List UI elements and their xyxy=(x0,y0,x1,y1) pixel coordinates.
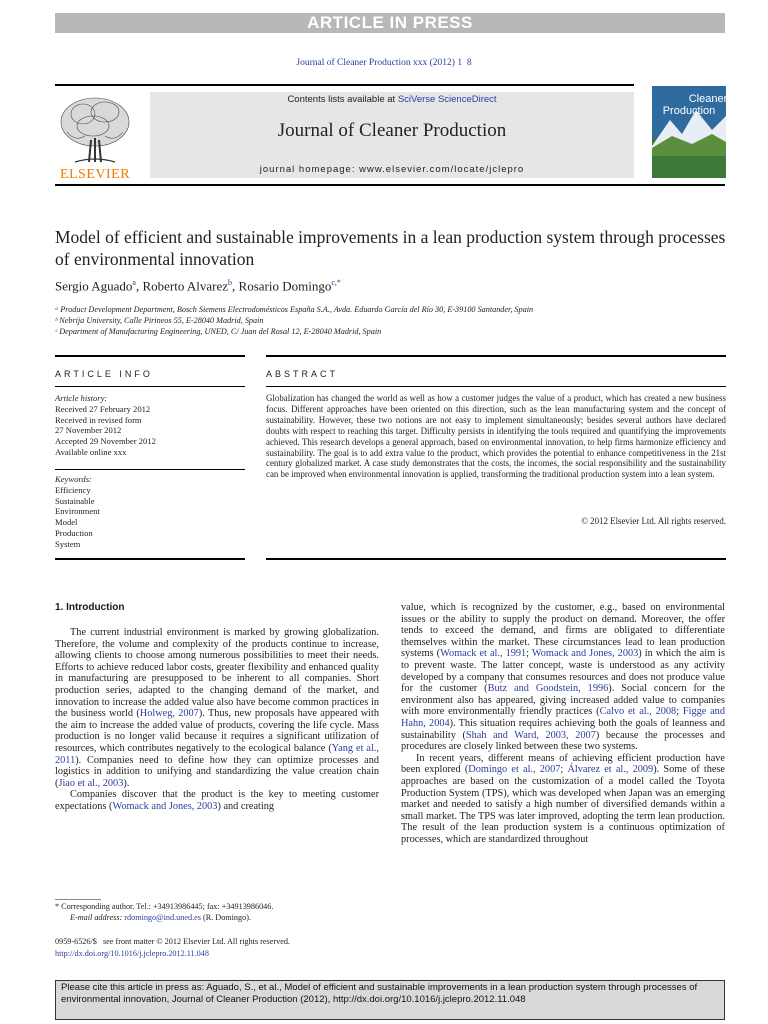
citation-link[interactable]: Womack and Jones, 2003 xyxy=(112,800,218,812)
journal-cover-image xyxy=(652,86,726,178)
citation-link[interactable]: Figge and Hahn, 2004 xyxy=(401,706,725,729)
affiliation-marker[interactable]: c,* xyxy=(331,278,341,287)
svg-text:Cleaner: Cleaner xyxy=(688,93,726,105)
affiliation: ᵃ Product Development Department, Bosch Siemens Electrodomésticos España S.A., Avda. Eduardo García del Río 30, E-39100 Santander, Spain xyxy=(55,305,534,314)
section-rule xyxy=(55,386,245,387)
header-bottom-rule xyxy=(55,184,725,186)
doi-link[interactable]: http://dx.doi.org/10.1016/j.jclepro.2012.11.048 xyxy=(55,949,209,958)
elsevier-tree-icon xyxy=(55,92,135,180)
section-rule xyxy=(266,355,726,357)
journal-title: Journal of Cleaner Production xyxy=(277,120,507,141)
body-column-right xyxy=(401,602,725,845)
section-rule xyxy=(266,386,726,387)
citation-link[interactable]: Álvarez et al., 2009 xyxy=(567,764,654,776)
citation-link[interactable]: Calvo et al., 2008 xyxy=(599,706,677,718)
abstract-copyright: © 2012 Elsevier Ltd. All rights reserved. xyxy=(581,516,726,526)
history-item: Received in revised form xyxy=(55,414,142,425)
section-rule xyxy=(55,469,245,470)
affiliation-marker[interactable]: b xyxy=(228,278,233,287)
contents-available-line: Contents lists available at SciVerse ScienceDirect xyxy=(287,94,497,105)
affiliation: ᵇ Nebrija University, Calle Pirineos 55, E-28040 Madrid, Spain xyxy=(55,316,264,325)
keyword: Sustainable xyxy=(55,495,95,506)
keyword: Model xyxy=(55,517,78,528)
corresponding-author-note: * Corresponding author. Tel.: +34913986445; fax: +34913986046. xyxy=(55,902,274,911)
citation-link[interactable]: Yang et al., 2011 xyxy=(55,742,380,766)
author-name: Sergio Aguado xyxy=(55,278,133,294)
abstract-text: Globalization has changed the world as well as how a customer judges the value of a product, which has created a new business focus. Different approaches have been oriented on this direction, such as the lean manufacturing system and the concept of sustainability. However, these two notions are not easy to implement simultaneously; besides several authors have declared doubts with respect to reaching this target. Difficulty persists in identifying the tools required and quantifying the improvements achieved. This research develops a general approach, based on environmental innovation, to help firms harmonize efficiency and sustainability. The goal is to add extra value to the product, which provides the potential to enhance competitiveness in the 21st century globalized market. A case study demonstrates that the costs, the incomes, the social responsibility and the sustainability can be improved when environmental innovation is applied, transforming the traditional production system into a lean system. xyxy=(266,393,726,480)
history-item: Received 27 February 2012 xyxy=(55,403,151,414)
paragraph: Companies discover that the product is the key to meeting customer expectations (Womack and Jones, 2003) and creating xyxy=(55,789,379,812)
svg-text:Production: Production xyxy=(662,105,716,117)
author-list: Sergio Aguado$^a$, Roberto Alvarez$^b$, Rosario Domingo$^{c,*}$ xyxy=(55,278,341,294)
keyword: Efficiency xyxy=(55,484,91,495)
article-title: Model of efficient and sustainable improvements in a lean production system through processes of environmental innovation xyxy=(55,227,726,269)
keywords-label: Keywords: xyxy=(55,474,92,484)
citation-link[interactable]: Womack et al., 1991 xyxy=(440,648,527,660)
footnote-rule xyxy=(55,899,101,900)
abstract-heading: ABSTRACT xyxy=(266,369,339,379)
citation-link[interactable]: Holweg, 2007 xyxy=(139,708,199,720)
citation-link[interactable]: Butz and Goodstein, 1996 xyxy=(487,683,609,695)
history-item: Accepted 29 November 2012 xyxy=(55,436,156,447)
citation-link[interactable]: Jiao et al., 2003 xyxy=(58,777,124,789)
svg-text:ELSEVIER: ELSEVIER xyxy=(59,167,131,180)
keywords xyxy=(55,474,100,550)
journal-reference-link[interactable]: Journal of Cleaner Production xxx (2012) 1 8 xyxy=(296,58,472,68)
elsevier-logo xyxy=(55,92,135,180)
citation-link[interactable]: Womack and Jones, 2003 xyxy=(531,648,639,660)
email-note: E-mail address: rdomingo@ind.uned.es (R. Domingo). xyxy=(70,913,251,922)
sciencedirect-link[interactable]: SciVerse ScienceDirect xyxy=(397,94,497,105)
paragraph: The current industrial environment is marked by growing globalization. Therefore, the volume and complexity of the products continue to increase, allowing clients to choose among numerous possibilities to meet their needs. Efforts to achieve reduced labor costs, greater flexibility and enhanced quality in manufacturing are presupposed to be inherent to all companies. Short production series, adapted to the changing demand of the market, and innovation to increase the added value also have become common practices in the business world (Holweg, 2007). Thus, new proposals have appeared with the aim to increase the added value of products, covering the life cycle. Mass production is no longer valid because it requires a significant utilization of resources, which contributes negatively to the ecological balance (Yang et al., 2011). Companies need to define how they can optimize processes and logistics in addition to unifying and standardizing the value creation chain (Jiao et al., 2003). xyxy=(55,627,380,789)
history-item: Available online xxx xyxy=(55,446,127,457)
citation-link[interactable]: Shah and Ward, 2003, 2007 xyxy=(465,729,596,741)
journal-homepage[interactable]: journal homepage: www.elsevier.com/locate/jclepro xyxy=(259,164,525,175)
history-label: Article history: xyxy=(55,393,108,403)
keyword: Environment xyxy=(55,506,100,517)
history-item: 27 November 2012 xyxy=(55,425,122,436)
article-history xyxy=(55,393,156,458)
section-rule xyxy=(55,558,245,560)
email-link[interactable]: rdomingo@ind.uned.es xyxy=(124,913,201,922)
article-in-press-banner: ARTICLE IN PRESS xyxy=(55,13,725,33)
citation-notice-box: Please cite this article in press as: Aguado, S., et al., Model of efficient and sustainable improvements in a lean production system through processes of environmental innovation, Journal of Cleaner Production (2012), http://dx.doi.org/10.1016/j.jclepro.2012.11.048 xyxy=(55,980,725,1020)
section-rule xyxy=(55,355,245,357)
citation-link[interactable]: Domingo et al., 2007 xyxy=(468,764,561,776)
affiliation: ᶜ Department of Manufacturing Engineering, UNED, C/ Juan del Rosal 12, E-28040 Madrid, Spain xyxy=(55,327,382,336)
section-rule xyxy=(266,558,726,560)
section-heading-introduction: 1. Introduction xyxy=(55,602,125,613)
author-name: Rosario Domingo xyxy=(238,278,332,294)
paragraph: In recent years, different means of achieving efficient production have been explored (Domingo et al., 2007; Álvarez et al., 2009). Some of these approaches are based on the customization of a model called the Toyota Production System (TPS), which was developed when Japan was an emerging market and needed to satisfy a high number of diversified demands within a small market. The TPS was later improved, adopting the term lean production. The result of the lean production system is a continuous optimization of processes, which are standardized throughout xyxy=(401,752,725,845)
article-info-heading: ARTICLE INFO xyxy=(55,369,153,379)
affiliation-marker[interactable]: a xyxy=(132,278,136,287)
paragraph: value, which is recognized by the customer, e.g., based on environmental issues or the ability to supply the product on demand. Moreover, the offer tends to exceed the demand, and firms are obligated to differentiate themselves within the market. These circumstances lead to lean production systems (Womack et al., 1991; Womack and Jones, 2003) in which the aim is to prevent waste. The latter concept, waste is understood as any activity developed by a company that consumes resources and does not produce value for the customer (Butz and Goodstein, 1996). Social concern for the environment also has appeared, giving increased added value to companies with more environmentally friendly practices (Calvo et al., 2008; Figge and Hahn, 2004). This situation requires achieving both the goals of leanness and sustainability (Shah and Ward, 2003, 2007) because the processes and procedures are closely linked between these two systems. xyxy=(401,602,726,753)
keyword: System xyxy=(55,538,81,549)
keyword: Production xyxy=(55,527,93,538)
issn-line: 0959-6526/$ see front matter © 2012 Elsevier Ltd. All rights reserved. xyxy=(55,937,290,946)
body-column-left xyxy=(55,627,379,813)
header-top-rule xyxy=(55,84,634,86)
author-name: Roberto Alvarez xyxy=(142,278,229,294)
